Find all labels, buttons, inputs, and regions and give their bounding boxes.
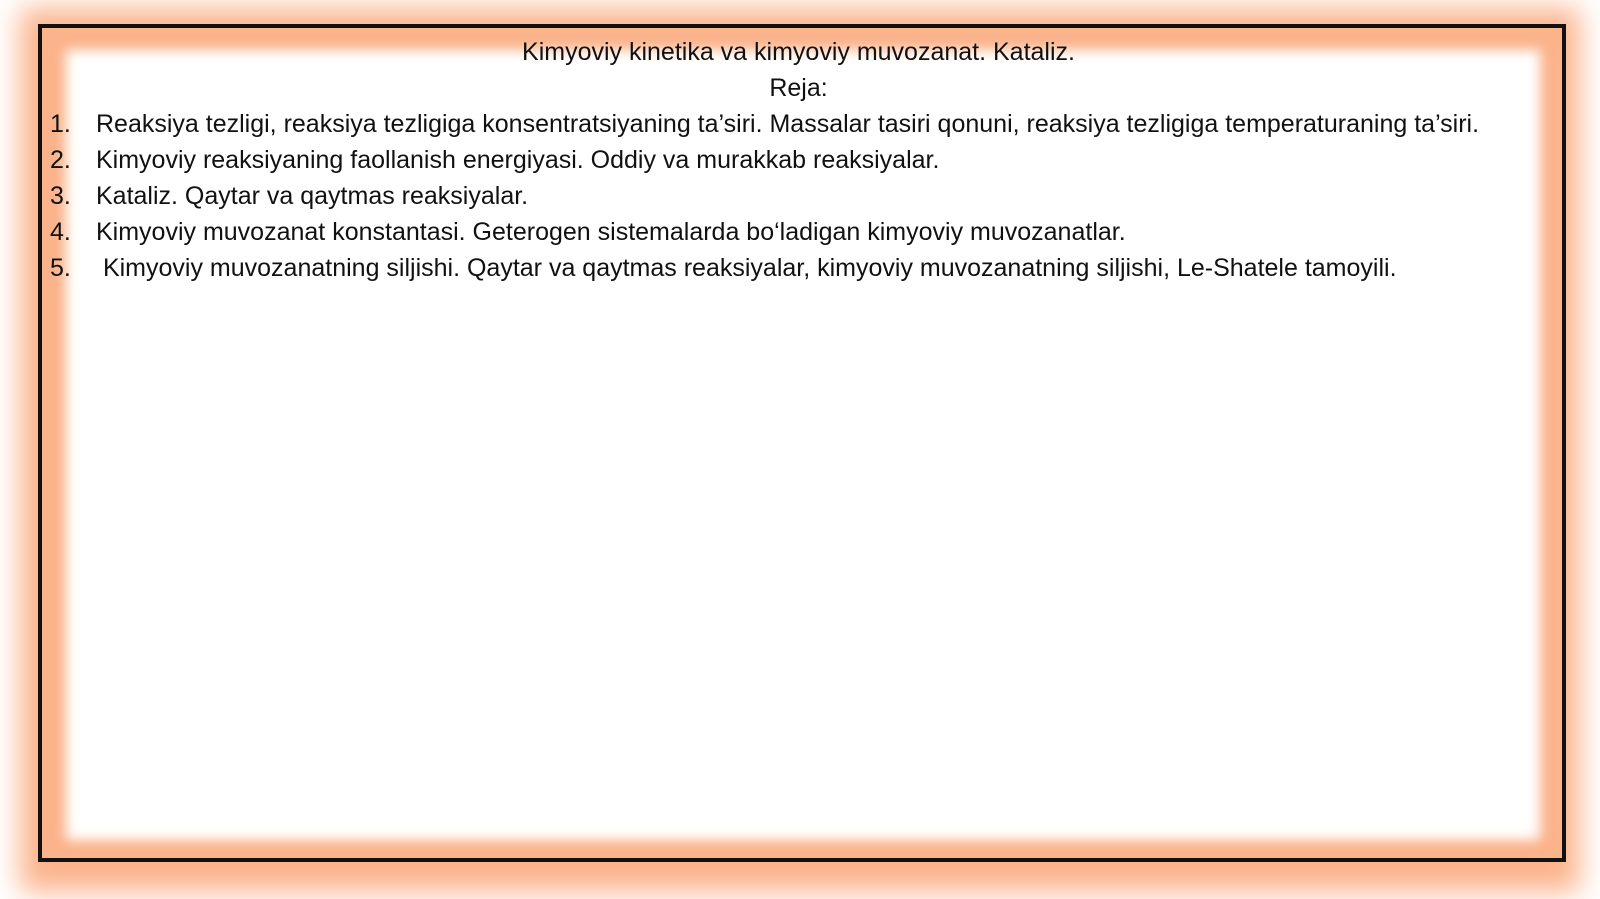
plan-list — [50, 106, 1547, 286]
plan-item-number: 1. — [50, 110, 71, 138]
plan-item-text: Kimyoviy reaksiyaning faollanish energiyasi. Oddiy va murakkab reaksiyalar. — [96, 146, 940, 174]
plan-item-number: 2. — [50, 146, 71, 174]
plan-item-3 — [50, 178, 1547, 214]
plan-item-5 — [50, 250, 1547, 286]
plan-item-text: Kimyoviy muvozanatning siljishi. Qaytar va qaytmas reaksiyalar, kimyoviy muvozanatning siljishi, Le-Shatele tamoyili. — [96, 254, 1397, 282]
slide-content — [50, 34, 1547, 286]
plan-item-number: 4. — [50, 218, 71, 246]
plan-item-1 — [50, 106, 1547, 142]
plan-item-text: Reaksiya tezligi, reaksiya tezligiga konsentratsiyaning ta’siri. Massalar tasiri qonuni, reaksiya tezligiga temperaturaning ta’siri. — [96, 110, 1480, 138]
plan-item-text: Kimyoviy muvozanat konstantasi. Geterogen sistemalarda bo‘ladigan kimyoviy muvozanatlar. — [96, 218, 1126, 246]
plan-item-number: 3. — [50, 182, 71, 210]
slide-title: Kimyoviy kinetika va kimyoviy muvozanat. Kataliz. — [522, 38, 1075, 66]
plan-item-number: 5. — [50, 254, 71, 282]
plan-heading: Reja: — [769, 74, 828, 102]
plan-item-2 — [50, 142, 1547, 178]
plan-item-text: Kataliz. Qaytar va qaytmas reaksiyalar. — [96, 182, 529, 210]
plan-item-4 — [50, 214, 1547, 250]
